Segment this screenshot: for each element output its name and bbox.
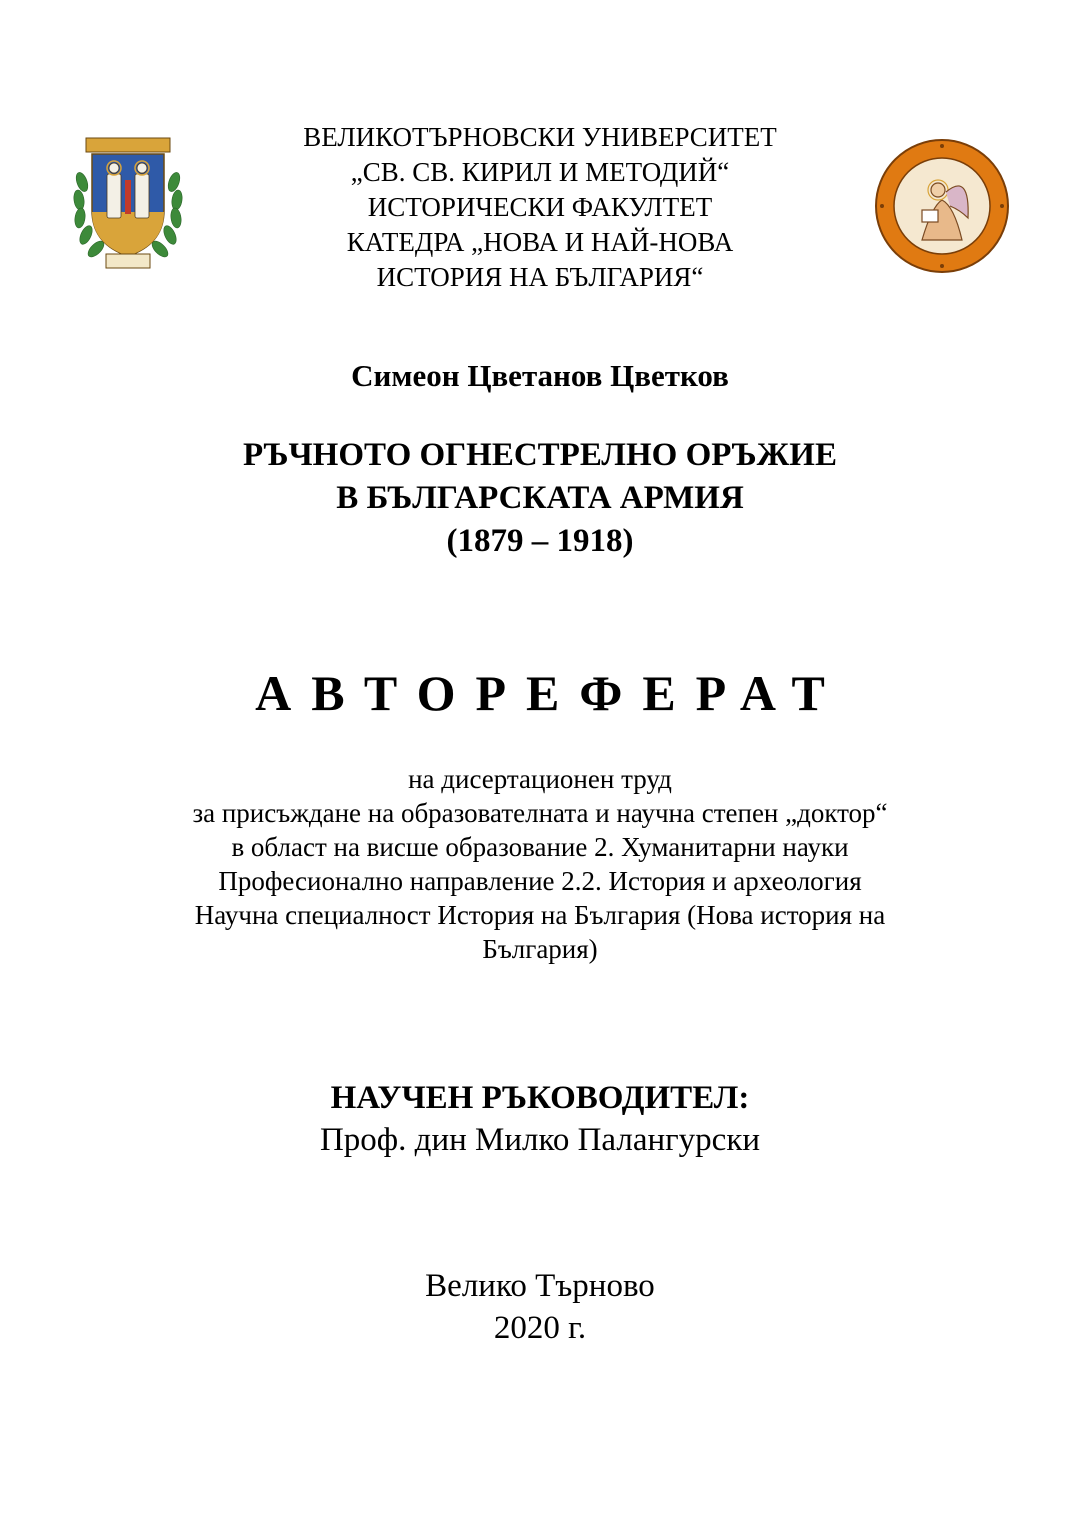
- description-line: България): [482, 934, 598, 964]
- description-line: Научна специалност История на България (Нова история на: [194, 900, 886, 930]
- header: [60, 120, 1020, 290]
- publication-place: Велико Търново: [425, 1268, 655, 1304]
- supervisor-heading: НАУЧЕН РЪКОВОДИТЕЛ:: [330, 1080, 750, 1116]
- institution-line: ИСТОРИЯ НА БЪЛГАРИЯ“: [376, 262, 704, 292]
- history-faculty-seal-icon: [872, 136, 1012, 276]
- university-coat-of-arms-icon: [70, 132, 186, 272]
- description-line: за присъждане на образователната и научна степен „доктор“: [192, 798, 888, 828]
- title-line: В БЪЛГАРСКАТА АРМИЯ: [336, 480, 744, 516]
- dissertation-title: [0, 434, 1080, 563]
- title-line: РЪЧНОТО ОГНЕСТРЕЛНО ОРЪЖИЕ: [243, 437, 837, 473]
- title-line: (1879 – 1918): [446, 523, 634, 559]
- description-line: Професионално направление 2.2. История и археология: [218, 866, 862, 896]
- description-line: в област на висше образование 2. Хуманитарни науки: [231, 832, 849, 862]
- supervisor-name: Проф. дин Милко Палангурски: [319, 1122, 761, 1158]
- institution-line: КАТЕДРА „НОВА И НАЙ-НОВА: [346, 227, 734, 257]
- institution-line: „СВ. СВ. КИРИЛ И МЕТОДИЙ“: [350, 157, 730, 187]
- description-line: на дисертационен труд: [408, 764, 672, 794]
- publication-year: 2020 г.: [493, 1310, 587, 1346]
- description-block: [0, 762, 1080, 966]
- author-name: Симеон Цветанов Цветков: [351, 358, 729, 393]
- institution-line: ИСТОРИЧЕСКИ ФАКУЛТЕТ: [367, 192, 713, 222]
- document-type-heading: АВТОРЕФЕРАТ: [255, 665, 845, 721]
- institution-block: [220, 120, 860, 295]
- institution-line: ВЕЛИКОТЪРНОВСКИ УНИВЕРСИТЕТ: [303, 122, 777, 152]
